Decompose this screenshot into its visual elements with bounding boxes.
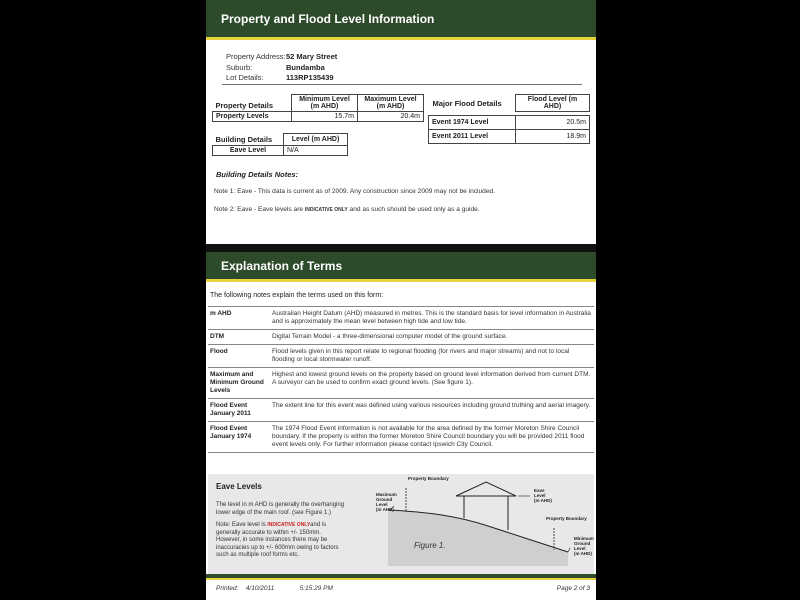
suburb-row bbox=[226, 63, 337, 74]
note-2-suffix: and as such should be used only as a guide. bbox=[349, 206, 480, 213]
building-details-table bbox=[212, 133, 348, 156]
term-desc: Digital Terrain Model - a three-dimensional computer model of the ground surface. bbox=[270, 330, 594, 345]
term-desc: The extent line for this event was defined using various resources including ground truthing and aerial imagery. bbox=[270, 399, 594, 422]
section-title: Explanation of Terms bbox=[221, 258, 343, 273]
max-ground-label-2: Ground bbox=[376, 497, 393, 502]
section-banner-terms bbox=[206, 252, 596, 282]
min-ground-label-1: Minimum bbox=[574, 536, 594, 541]
address-label: Property Address: bbox=[226, 52, 286, 61]
printed-label: Printed: bbox=[216, 585, 239, 592]
eave-label-2: Level bbox=[534, 493, 546, 498]
term-name: Maximum and Minimum Ground Levels bbox=[208, 368, 270, 399]
document-page bbox=[206, 0, 596, 600]
term-name: DTM bbox=[208, 330, 270, 345]
eave-description: The level in m AHD is generally the overhanging lower edge of the main roof. (see Figure 1.) bbox=[216, 502, 345, 516]
eave-note-suffix: and is generally accurate to within +/- 150mm. However, in some instances there may be inaccuracies up to +/- 600mm owing to factors such as multiple roof forms etc. bbox=[216, 522, 339, 558]
suburb-label: Suburb: bbox=[226, 62, 253, 72]
term-desc: Highest and lowest ground levels on the property based on ground level information derived from current DTM. A surveyor can be used to confirm exact ground levels. (See figure 1). bbox=[270, 368, 594, 399]
term-desc: The 1974 Flood Event information is not available for the area defined by the former Moreton Shire Council boundary. If the property is within the former Moreton Shire Council boundary you will be provided 2011 flood event levels only. For further information please contact Ipswich City Council. bbox=[270, 422, 594, 453]
min-ground-label-3: Level bbox=[574, 546, 586, 551]
lot-row bbox=[226, 73, 337, 84]
indicative-tag: INDICATIVE ONLY bbox=[304, 207, 348, 213]
term-name: Flood Event January 2011 bbox=[208, 399, 270, 422]
flood-details-table bbox=[428, 94, 590, 144]
section-banner-property bbox=[206, 0, 596, 40]
max-level-header: Maximum Level (m AHD) bbox=[358, 95, 424, 112]
event-1974-label: Event 1974 Level bbox=[429, 116, 516, 130]
event-1974-value: 20.5m bbox=[516, 116, 590, 130]
eave-levels-panel bbox=[208, 474, 594, 574]
term-row bbox=[208, 368, 594, 399]
note-2-prefix: Note 2: Eave - Eave levels are bbox=[214, 206, 304, 213]
term-desc: Australian Height Datum (AHD) measured in metres. This is the standard basis for level information in Australia and is approximately the mean level between high tide and low tide. bbox=[270, 307, 594, 330]
address-block bbox=[226, 52, 337, 84]
indicative-tag: INDICATIVE ONLY bbox=[267, 522, 311, 528]
term-row bbox=[208, 307, 594, 330]
address-value: 52 Mary Street bbox=[286, 52, 338, 61]
min-level-value: 15.7m bbox=[292, 112, 358, 122]
divider bbox=[222, 84, 582, 85]
property-details-heading: Property Details bbox=[215, 101, 274, 110]
min-ground-arrow bbox=[568, 548, 570, 552]
lot-value: 113RP135439 bbox=[286, 73, 334, 82]
ground-fill bbox=[388, 510, 568, 566]
page-footer bbox=[216, 585, 590, 592]
terms-table bbox=[208, 306, 594, 453]
section-title: Property and Flood Level Information bbox=[221, 11, 435, 26]
term-row bbox=[208, 422, 594, 453]
min-ground-label-4: (m AHD) bbox=[574, 551, 592, 556]
max-ground-label-3: Level bbox=[376, 502, 388, 507]
printed-time: 5:15:29 PM bbox=[299, 585, 333, 592]
eave-note-prefix: Note: Eave level is bbox=[216, 522, 266, 528]
eave-level-header: Level (m AHD) bbox=[284, 134, 348, 146]
notes-title: Building Details Notes: bbox=[216, 170, 299, 179]
page-gap bbox=[206, 244, 596, 252]
property-boundary-label-right: Property Boundary bbox=[546, 516, 587, 521]
property-details-table bbox=[212, 94, 424, 122]
building-details-heading: Building Details bbox=[215, 134, 273, 144]
terms-intro: The following notes explain the terms used on this form: bbox=[210, 292, 384, 299]
eave-level-value: N/A bbox=[284, 145, 348, 155]
house-roof bbox=[456, 482, 516, 496]
max-ground-label-4: (m AHD) bbox=[376, 507, 394, 512]
note-1: Note 1: Eave - This data is current as of 2009. Any construction since 2009 may not be included. bbox=[214, 188, 496, 195]
eave-label-1: Eave bbox=[534, 488, 545, 493]
property-boundary-label: Property Boundary bbox=[408, 476, 449, 481]
min-ground-label-2: Ground bbox=[574, 541, 591, 546]
term-name: Flood bbox=[208, 345, 270, 368]
flood-level-header: Flood Level (m AHD) bbox=[516, 95, 590, 112]
eave-note bbox=[216, 522, 346, 560]
eave-label-3: (m AHD) bbox=[534, 498, 552, 503]
term-desc: Flood levels given in this report relate to regional flooding (for rivers and major streams) and not to local flooding or local stormwater runoff. bbox=[270, 345, 594, 368]
note-2 bbox=[214, 206, 480, 213]
flood-details-heading: Major Flood Details bbox=[432, 98, 502, 108]
lot-label: Lot Details: bbox=[226, 73, 264, 82]
figure-caption: Figure 1. bbox=[414, 541, 446, 550]
printed-date: 4/10/2011 bbox=[245, 585, 275, 592]
min-level-header: Minimum Level (m AHD) bbox=[292, 95, 358, 112]
event-2011-label: Event 2011 Level bbox=[429, 130, 516, 144]
figure-1-diagram bbox=[368, 476, 594, 572]
term-name: Flood Event January 1974 bbox=[208, 422, 270, 453]
max-ground-label-1: Maximum bbox=[376, 492, 397, 497]
page-number: Page 2 of 3 bbox=[556, 585, 590, 592]
max-level-value: 20.4m bbox=[358, 112, 424, 122]
term-row bbox=[208, 345, 594, 368]
eave-levels-title: Eave Levels bbox=[216, 482, 262, 491]
event-2011-value: 18.9m bbox=[516, 130, 590, 144]
suburb-value: Bundamba bbox=[286, 62, 325, 72]
term-row bbox=[208, 399, 594, 422]
footer-bar bbox=[206, 574, 596, 580]
address-row bbox=[226, 52, 337, 63]
term-name: m AHD bbox=[208, 307, 270, 330]
eave-level-label: Eave Level bbox=[213, 145, 284, 155]
property-levels-label: Property Levels bbox=[213, 112, 292, 122]
term-row bbox=[208, 330, 594, 345]
